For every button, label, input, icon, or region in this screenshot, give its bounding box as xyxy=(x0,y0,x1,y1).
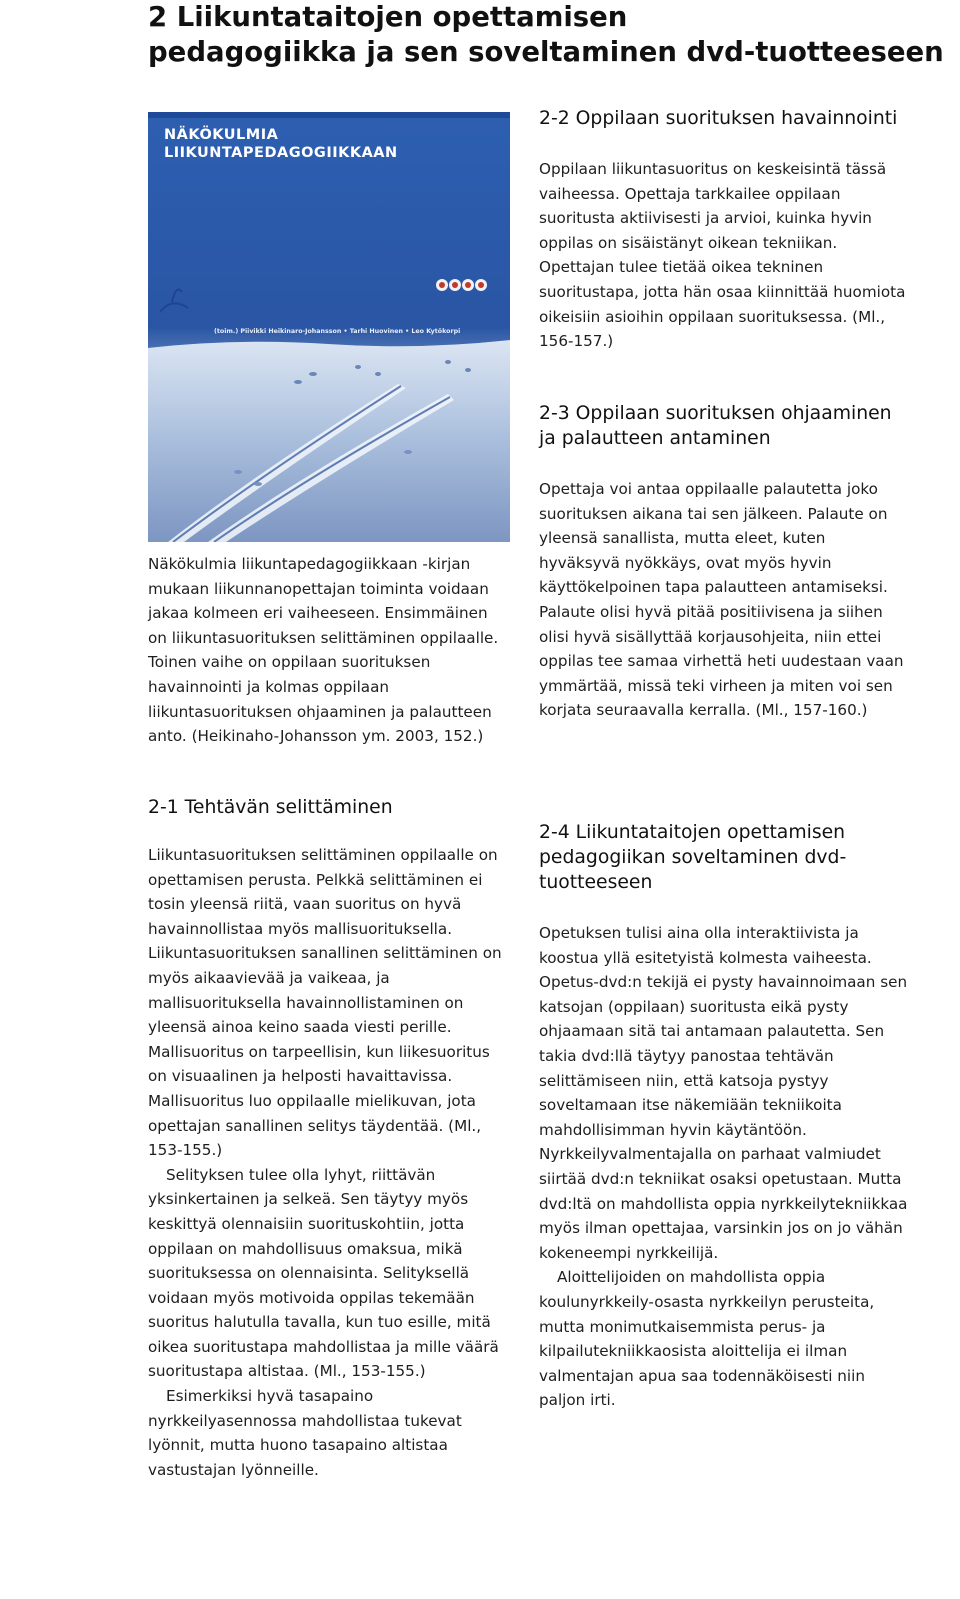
paragraph-2-1-c: Esimerkiksi hyvä tasapaino nyrkkeilyasennossa mahdollistaa tukevat lyönnit, mutta huono tasapaino altistaa vastustajan lyönneille. xyxy=(148,1387,462,1479)
publisher-logo-icon xyxy=(435,278,487,292)
section-2-2 xyxy=(539,106,909,354)
cover-title-line-1: NÄKÖKULMIA xyxy=(164,127,279,143)
section-heading-2-1: 2-1 Tehtävän selittäminen xyxy=(148,797,393,818)
page-title-line-1: 2 Liikuntataitojen opettamisen xyxy=(148,1,628,33)
cover-authors: (toim.) Piivikki Heikinaro-Johansson • Tarhi Huovinen • Leo Kytökorpi xyxy=(214,328,461,335)
snow-ski-tracks-illustration xyxy=(148,112,510,542)
paragraph-2-3: Opettaja voi antaa oppilaalle palautetta joko suorituksen aikana tai sen jälkeen. Palaute on yleensä sanallista, mutta eleet, kuten hyväksyvä nyökkäys, ovat myös hyvin käyttökelpoinen tapa palautteen antamiseksi. Palaute olisi hyvä pitää positiivisena ja siihen olisi hyvä sisällyttää korjausohjeita, niin ettei oppilas tee samaa virhettä heti uudestaan vaan ymmärtää, missä teki virheen ja miten voi sen korjata seuraavalla kerralla. (Ml., 157-160.) xyxy=(539,480,904,720)
page-title-line-2: pedagogiikka ja sen soveltaminen dvd-tuotteeseen xyxy=(148,36,944,68)
paragraph-2-2: Oppilaan liikuntasuoritus on keskeisintä tässä vaiheessa. Opettaja tarkkailee oppilaan suoritusta aktiivisesti ja arvioi, kuinka hyvin oppilas on sisäistänyt oikean tekniikan. Opettajan tulee tietää oikea tekninen suoritustapa, jotta hän osaa kiinnittää huomiota oikeisiin asioihin oppilaan suorituksessa. (Ml., 156-157.) xyxy=(539,160,906,351)
section-heading-2-3: 2-3 Oppilaan suorituksen ohjaaminen ja palautteen antaminen xyxy=(539,403,892,449)
cover-title-line-2: LIIKUNTAPEDAGOGIIKKAAN xyxy=(164,145,398,161)
paragraph-2-1-b: Selityksen tulee olla lyhyt, riittävän yksinkertainen ja selkeä. Sen täytyy myös keskittyä olennaisiin suorituskohtiin, jotta oppilaan on mahdollisuus omaksua, mikä suorituksessa on olennaisinta. Selityksellä voidaan myös motivoida oppilas tekemään suoritus halutulla tavalla, kun tuo esille, mitä oikea suoritustapa mahdollistaa ja mille väärä suoritustapa altistaa. (Ml., 153-155.) xyxy=(148,1165,499,1381)
left-column xyxy=(148,552,510,749)
section-2-3 xyxy=(539,401,909,723)
cover-title xyxy=(164,126,494,162)
page-title xyxy=(148,0,953,70)
section-heading-2-2: 2-2 Oppilaan suorituksen havainnointi xyxy=(539,108,898,129)
intro-paragraph: Näkökulmia liikuntapedagogiikkaan -kirjan mukaan liikunnanopettajan toiminta voidaan jakaa kolmeen eri vaiheeseen. Ensimmäinen on liikuntasuorituksen selittäminen oppilaalle. Toinen vaihe on oppilaan suorituksen havainnointi ja kolmas oppilaan liikuntasuorituksen ohjaaminen ja palautteen anto. (Heikinaho-Johansson ym. 2003, 152.) xyxy=(148,555,499,746)
section-2-1 xyxy=(148,795,510,1482)
section-heading-2-4: 2-4 Liikuntataitojen opettamisen pedagogiikan soveltaminen dvd-tuotteeseen xyxy=(539,822,847,893)
paragraph-2-1-a: Liikuntasuorituksen selittäminen oppilaalle on opettamisen perusta. Pelkkä selittäminen ei tosin yleensä riitä, vaan suoritus on hyvä havainnollistaa myös mallisuorituksella. Liikuntasuorituksen sanallinen selittäminen on myös aikaavievää ja vaikeaa, ja mallisuorituksella havainnollistaminen on yleensä ainoa keino saada viesti perille. Mallisuoritus on tarpeellisin, kun liikesuoritus on visuaalinen ja helposti havaittavissa. Mallisuoritus luo oppilaalle mielikuvan, jota opettajan sanallinen selitys täydentää. (Ml., 153-155.) xyxy=(148,846,502,1160)
paragraph-2-4-a: Opetuksen tulisi aina olla interaktiivista ja koostua yllä esitetyistä kolmesta vaiheesta. Opetus-dvd:n tekijä ei pysty havainnoimaan sen katsojan (oppilaan) suoritusta eikä pysty ohjaamaan sitä tai antamaan palautetta. Sen takia dvd:llä täytyy panostaa tehtävän selittämiseen niin, että katsoja pystyy soveltamaan itse näkemiään tekniikoita mahdollisimman hyvin käytäntöön. Nyrkkeilyvalmentajalla on parhaat valmiudet siirtää dvd:n tekniikat osaksi opetustaan. Mutta dvd:ltä on mahdollista oppia nyrkkeilytekniikkaa myös ilman opettajaa, varsinkin jos on jo vähän kokeneempi nyrkkeilijä. xyxy=(539,924,908,1262)
paragraph-2-4-b: Aloittelijoiden on mahdollista oppia koulunyrkkeily-osasta nyrkkeilyn perusteita, mutta monimutkaisemmista perus- ja kilpailutekniikkaosista aloittelija ei ilman valmentajan apua saa todennäköisesti niin paljon irti. xyxy=(539,1268,875,1410)
book-cover-image xyxy=(148,112,510,542)
section-2-4 xyxy=(539,820,909,1413)
